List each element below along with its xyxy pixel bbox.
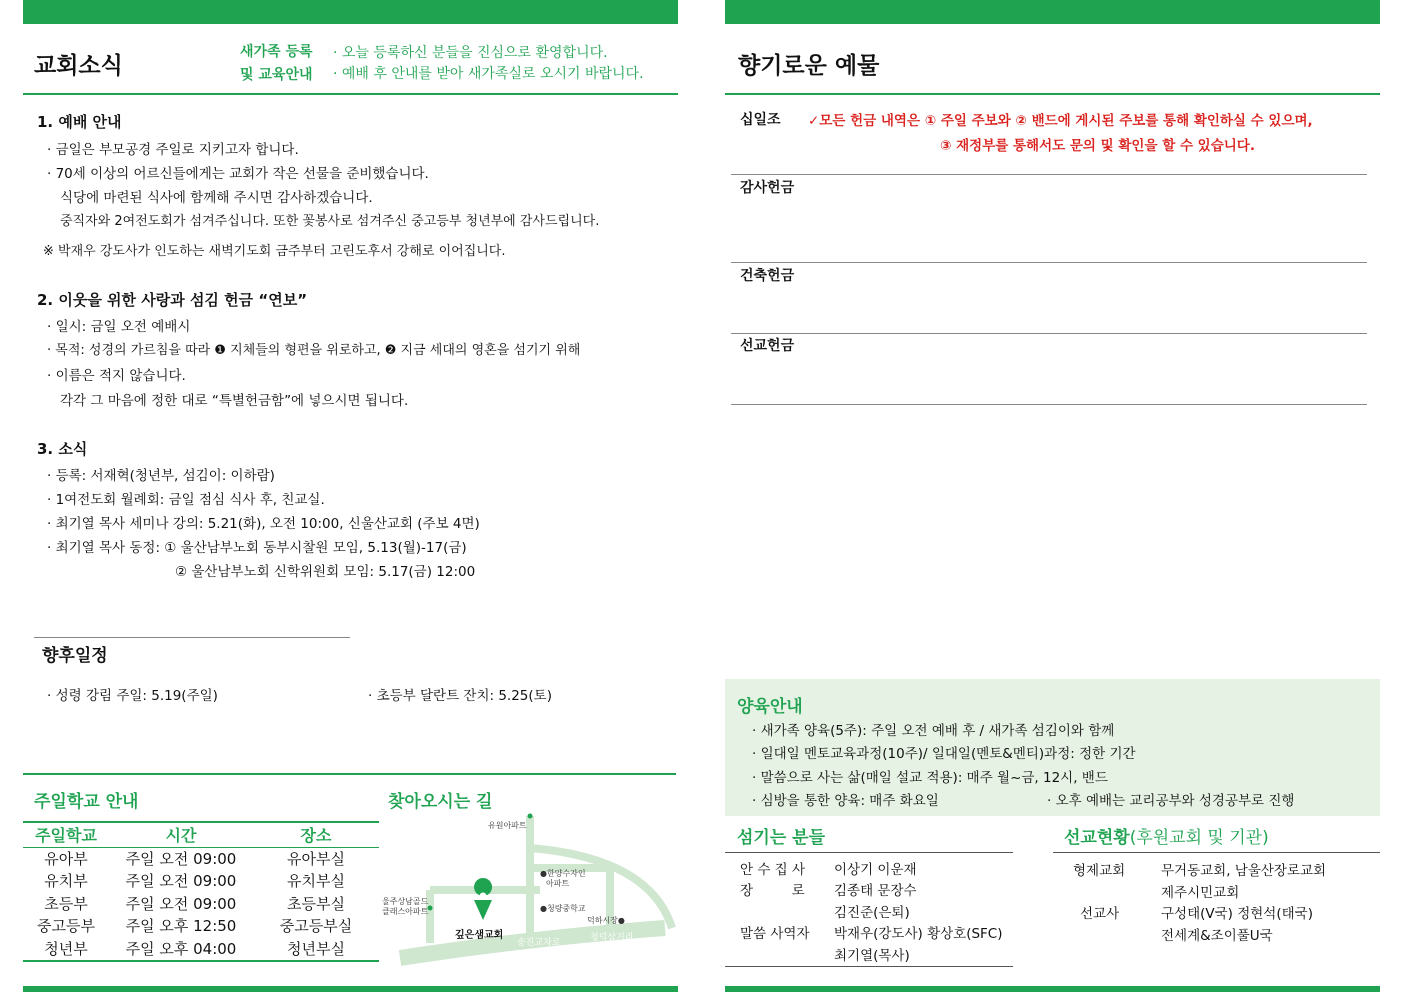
servers-divider-top xyxy=(725,852,1013,853)
section-1-line-3: 식당에 마련된 식사에 함께해 주시면 감사하겠습니다. xyxy=(60,190,373,206)
offering-notice-2: ③ 재정부를 통해서도 문의 및 확인을 할 수 있습니다. xyxy=(940,138,1255,154)
section-1-line-4: 중직자와 2여전도회가 섬겨주십니다. 또한 꽃봉사로 섬겨주신 중고등부 청년부에 감사드립니다. xyxy=(60,214,600,229)
table-header-time: 시간 xyxy=(165,826,197,846)
header-divider-right xyxy=(725,93,1380,95)
bottom-divider-left xyxy=(23,773,676,775)
servers-names-5: 최기열(목사) xyxy=(834,948,910,964)
map-label-apt3a: 울주상남골드 xyxy=(382,897,429,906)
table-header-school: 주일학교 xyxy=(35,826,97,846)
servers-divider-bottom xyxy=(725,966,1013,967)
table-row xyxy=(23,847,379,870)
building-offering-label: 건축헌금 xyxy=(740,268,795,284)
bottom-bar-left xyxy=(23,986,678,992)
section-2-line-1: · 일시: 금일 오전 예배시 xyxy=(47,319,191,335)
mission-value-3: 구성태(V국) 정현석(태국) xyxy=(1161,906,1313,922)
mission-value-4: 전세계&조이풀U국 xyxy=(1161,928,1273,944)
table-header-place: 장소 xyxy=(300,826,332,846)
map-label-apt2a: ●한양수자인 xyxy=(540,869,586,878)
newcomer-line-1: · 오늘 등록하신 분들을 진심으로 환영합니다. xyxy=(333,45,608,61)
directions-map xyxy=(380,808,680,978)
section-2-line-2: · 목적: 성경의 가르침을 따라 ❶ 지체들의 형편을 위로하고, ❷ 지금 세대의 영혼을 섬기기 위해 xyxy=(47,343,581,358)
offering-divider-2 xyxy=(731,262,1367,263)
table-row xyxy=(23,892,379,915)
bottom-bar-right xyxy=(725,986,1380,992)
table-cell: 중고등부실 xyxy=(279,917,353,936)
table-row xyxy=(23,870,379,893)
header-divider-left xyxy=(23,93,678,95)
mission-title-sub: (후원교회 및 기관) xyxy=(1129,828,1269,848)
mission-label-1: 형제교회 xyxy=(1073,863,1126,879)
table-row xyxy=(23,915,379,938)
section-3-line-2: · 1여전도회 월례회: 금일 점심 식사 후, 친교실. xyxy=(47,492,325,508)
mission-title xyxy=(1064,823,1269,848)
map-label-apt1: 유원아파트 xyxy=(488,821,527,830)
servers-names-2: 김종태 문장수 xyxy=(834,883,917,899)
table-row xyxy=(23,937,379,960)
servers-names-3: 김진준(은퇴) xyxy=(834,905,910,921)
table-cell: 유치부 xyxy=(44,872,88,891)
section-heading-3: 3. 소식 xyxy=(37,440,88,458)
mission-offering-label: 선교헌금 xyxy=(740,338,795,354)
mission-value-1: 무거동교회, 남울산장로교회 xyxy=(1161,863,1327,879)
nurture-line-3: · 말씀으로 사는 삶(매일 설교 적용): 매주 월~금, 12시, 밴드 xyxy=(752,770,1108,786)
table-cell: 주일 오후 12:50 xyxy=(125,917,237,936)
table-cell: 주일 오전 09:00 xyxy=(125,894,237,913)
mission-label-3: 선교사 xyxy=(1080,906,1120,922)
offering-divider-1 xyxy=(731,174,1367,175)
servers-role-4: 말씀 사역자 xyxy=(740,926,810,942)
mission-title-main: 선교현황 xyxy=(1064,828,1130,848)
servers-role-1: 안 수 집 사 xyxy=(740,862,806,878)
sunday-school-title: 주일학교 안내 xyxy=(34,792,139,812)
table-cell: 유치부실 xyxy=(287,872,345,891)
section-1-line-1: · 금일은 부모공경 주일로 지키고자 합니다. xyxy=(47,142,299,158)
table-cell: 초등부실 xyxy=(287,894,345,913)
page-title: 교회소식 xyxy=(34,53,123,79)
schedule-item-1: · 성령 강림 주일: 5.19(주일) xyxy=(47,688,218,704)
top-bar-left xyxy=(23,0,678,24)
nurture-line-4a: · 심방을 통한 양육: 매주 화요일 xyxy=(752,793,939,809)
schedule-item-2: · 초등부 달란트 잔치: 5.25(토) xyxy=(368,688,552,704)
map-label-apt3b: 클래스아파트 xyxy=(382,907,429,916)
table-cell: 유아부실 xyxy=(287,850,345,868)
section-3-line-5: ② 울산남부노회 신학위원회 모임: 5.17(금) 12:00 xyxy=(175,564,476,580)
offering-divider-3 xyxy=(731,333,1367,334)
servers-title: 섬기는 분들 xyxy=(737,828,826,848)
nurture-line-2: · 일대일 멘토교육과정(10주)/ 일대일(멘토&멘티)과정: 정한 기간 xyxy=(752,746,1136,762)
section-2-line-3: · 이름은 적지 않습니다. xyxy=(47,368,186,384)
section-1-line-5: ※ 박재우 강도사가 인도하는 새벽기도회 금주부터 고린도후서 강해로 이어집니다. xyxy=(43,244,506,259)
nurture-line-4b: · 오후 예배는 교리공부와 성경공부로 진행 xyxy=(1047,793,1295,809)
map-label-road2: 청덕삼거리 xyxy=(590,933,634,943)
tithe-label: 십일조 xyxy=(740,112,781,128)
table-cell: 청년부실 xyxy=(287,939,345,958)
table-cell: 중고등부 xyxy=(37,917,95,936)
servers-names-4: 박재우(강도사) 황상호(SFC) xyxy=(834,926,1003,942)
newcomer-label-1: 새가족 등록 xyxy=(240,44,313,60)
mission-divider-top xyxy=(1053,852,1380,853)
section-3-line-1: · 등록: 서재혁(청년부, 섬김이: 이하람) xyxy=(47,468,275,484)
section-3-line-3: · 최기열 목사 세미나 강의: 5.21(화), 오전 10:00, 신울산교회 (주보 4면) xyxy=(47,516,480,532)
top-bar-right xyxy=(725,0,1380,24)
offering-divider-4 xyxy=(731,404,1367,405)
section-3-line-4: · 최기열 목사 동정: ① 울산남부노회 동부시찰원 모임, 5.13(월)-17(금) xyxy=(47,540,467,556)
nurture-line-1: · 새가족 양육(5주): 주일 오전 예배 후 / 새가족 섬김이와 함께 xyxy=(752,723,1115,739)
schedule-divider xyxy=(34,637,350,638)
schedule-title: 향후일정 xyxy=(42,646,108,666)
section-2-line-4: 각각 그 마음에 정한 대로 “특별헌금함”에 넣으시면 됩니다. xyxy=(60,393,409,409)
table-cell: 초등부 xyxy=(44,894,88,913)
section-heading-2: 2. 이웃을 위한 사랑과 섬김 헌금 “연보” xyxy=(37,291,308,309)
directions-title: 찾아오시는 길 xyxy=(388,792,493,812)
section-1-line-2: · 70세 이상의 어르신들에게는 교회가 작은 선물을 준비했습니다. xyxy=(47,166,429,182)
map-label-market: 덕하시장● xyxy=(587,916,625,925)
offering-notice-1: ✓모든 헌금 내역은 ① 주일 주보와 ② 밴드에 게시된 주보를 통해 확인하실 수 있으며, xyxy=(808,113,1313,129)
nurture-title: 양육안내 xyxy=(737,697,803,717)
thanks-offering-label: 감사헌금 xyxy=(740,180,795,196)
table-cell: 주일 오전 09:00 xyxy=(125,872,237,891)
table-cell: 주일 오전 09:00 xyxy=(125,850,237,868)
mission-value-2: 제주시민교회 xyxy=(1161,885,1240,901)
servers-role-2: 장 로 xyxy=(740,883,805,899)
section-heading-1: 1. 예배 안내 xyxy=(37,113,122,131)
table-cell: 유아부 xyxy=(44,850,88,868)
map-label-road1: 송진교차로 xyxy=(517,938,561,948)
map-label-church: 깊은샘교회 xyxy=(455,930,504,941)
map-roads xyxy=(380,808,680,978)
map-label-school: ●청량중학교 xyxy=(540,904,586,913)
table-cell: 주일 오후 04:00 xyxy=(125,939,237,958)
table-cell: 청년부 xyxy=(44,939,88,958)
newcomer-label-2: 및 교육안내 xyxy=(240,67,313,83)
sunday-school-table xyxy=(23,821,379,962)
servers-names-1: 이상기 이운재 xyxy=(834,862,917,878)
map-label-apt2b: 아파트 xyxy=(546,879,570,888)
newcomer-line-2: · 예배 후 안내를 받아 새가족실로 오시기 바랍니다. xyxy=(333,66,644,82)
offering-title: 향기로운 예물 xyxy=(738,53,880,79)
